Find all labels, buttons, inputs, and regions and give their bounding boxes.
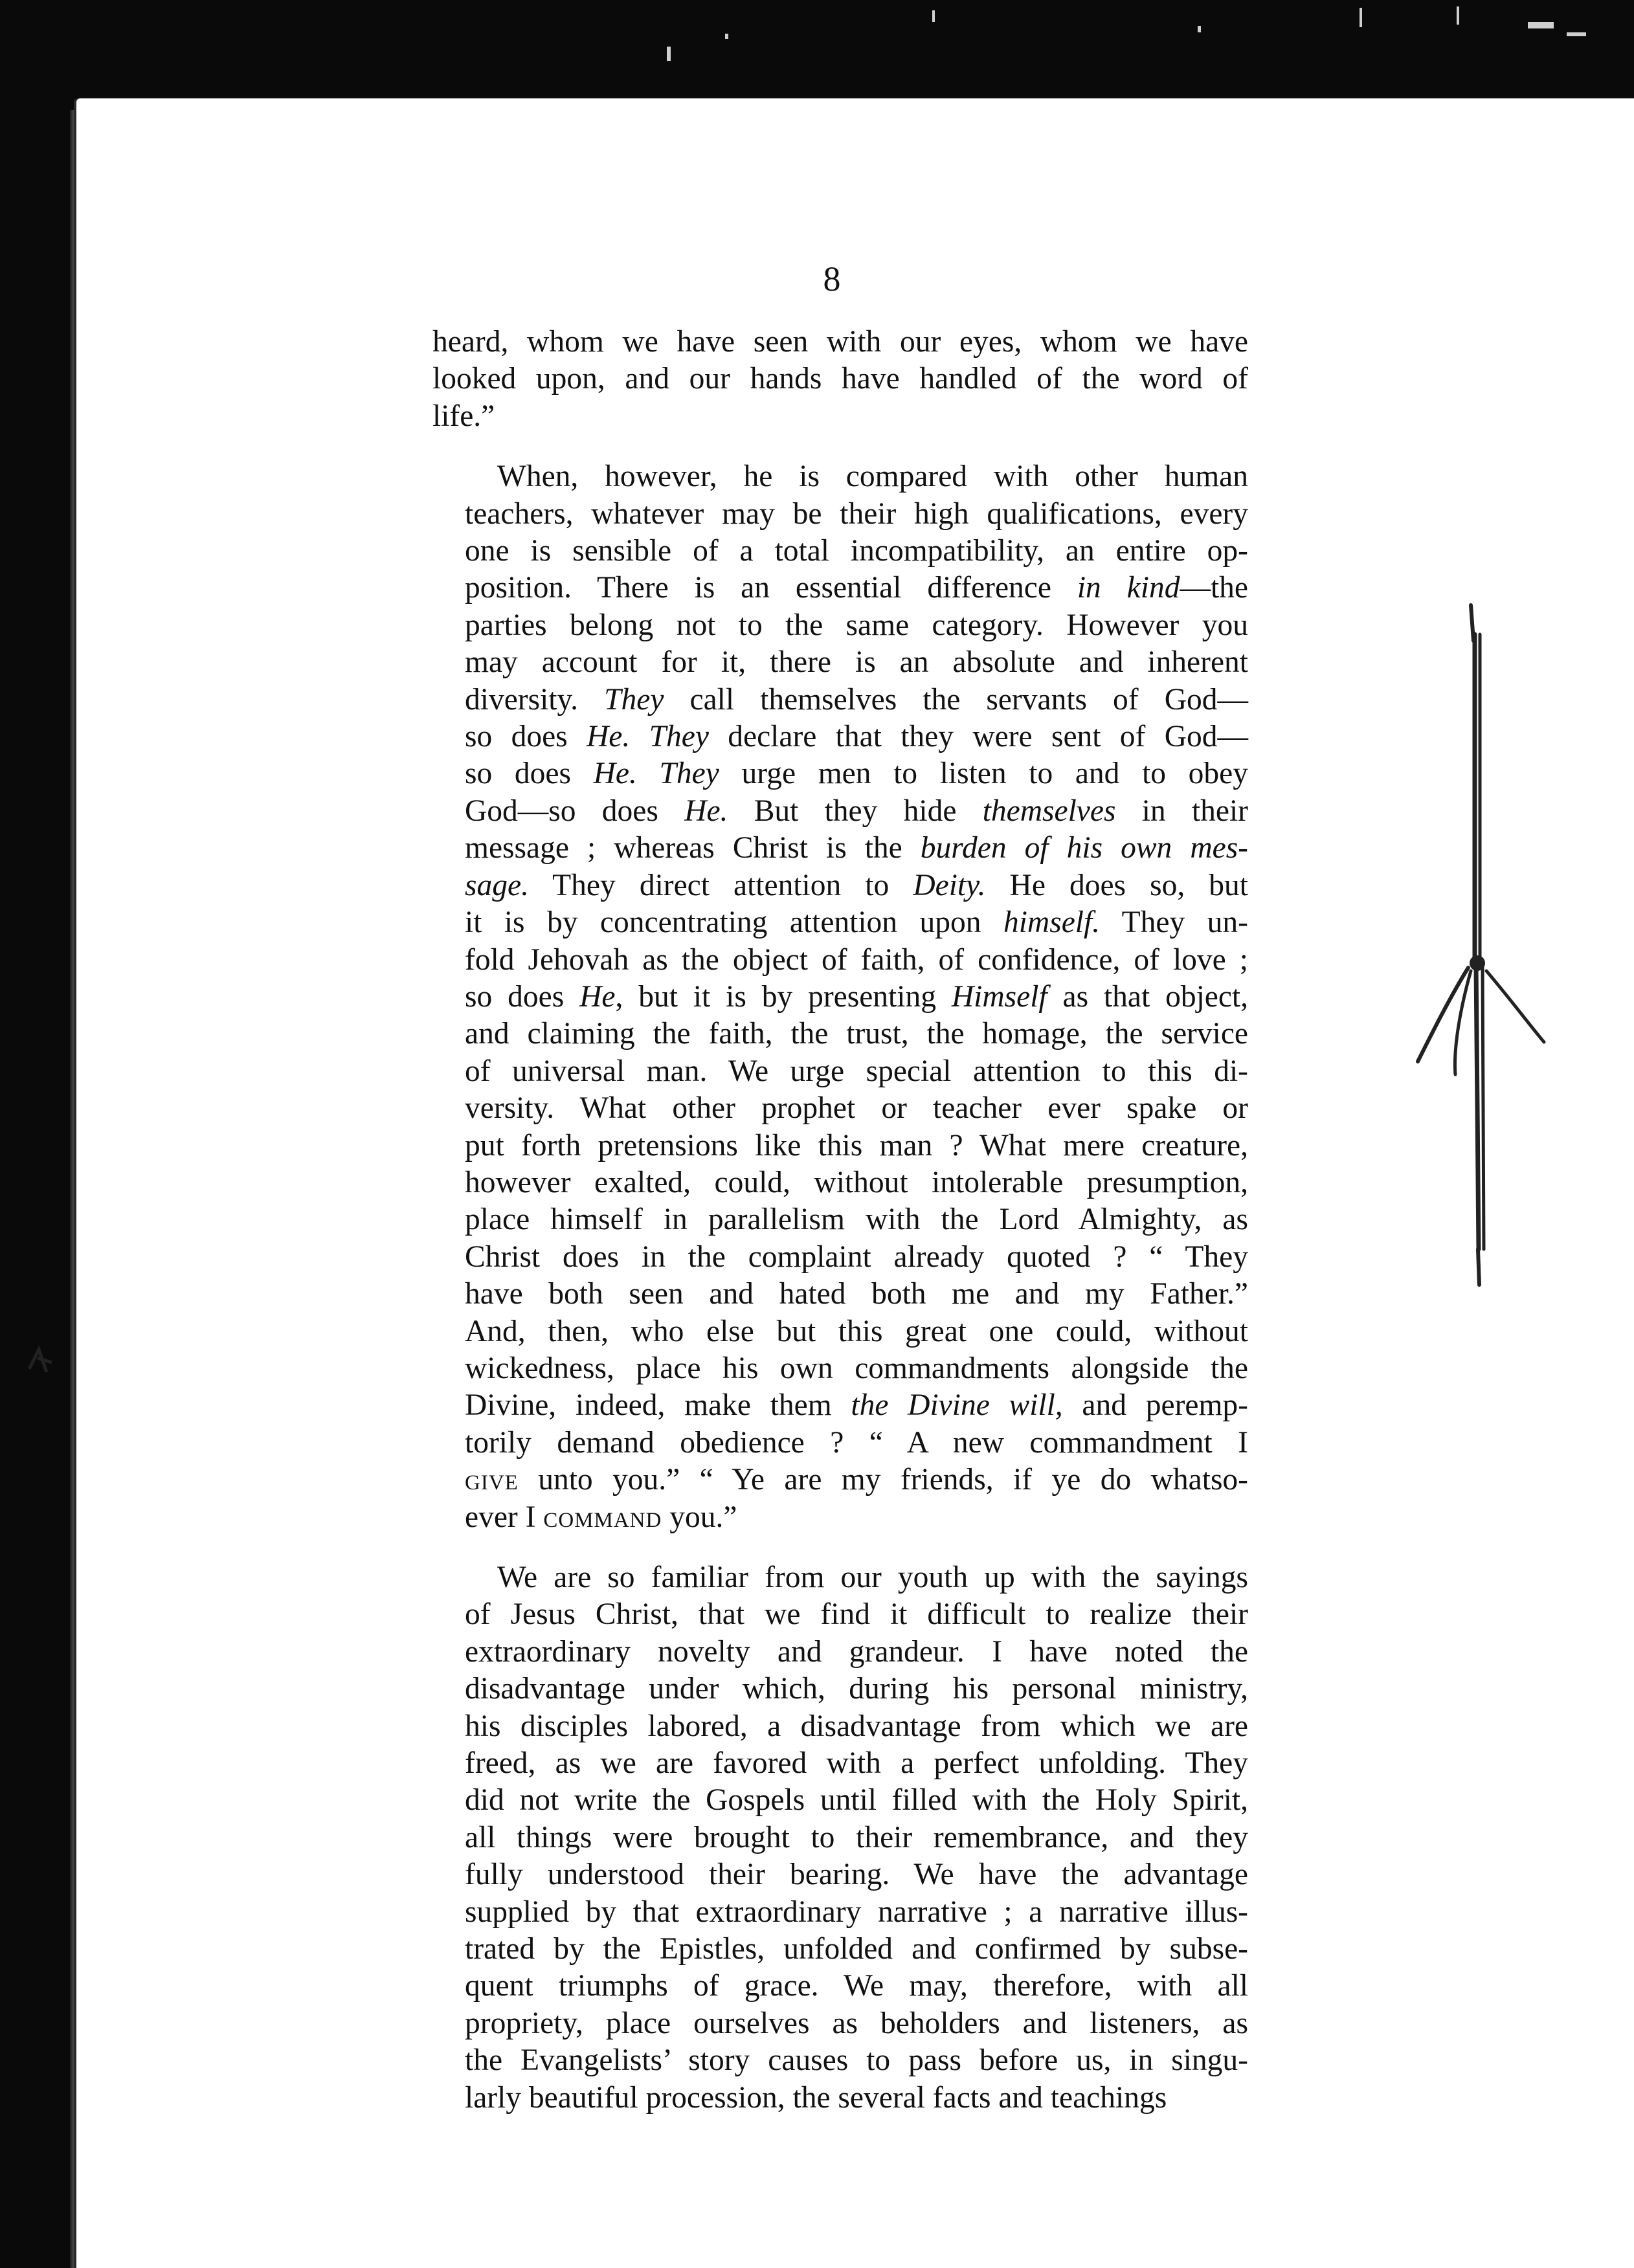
text-segment: quent triumphs of grace. We may, therefore, with all bbox=[465, 1969, 1248, 2003]
text-line bbox=[432, 1745, 1248, 1782]
text-segment: diversity. bbox=[465, 682, 605, 717]
paragraph bbox=[432, 1559, 1248, 2117]
text-line bbox=[432, 1387, 1248, 1424]
text-segment: it is by concentrating attention upon bbox=[465, 906, 1003, 940]
text-line bbox=[432, 1164, 1248, 1201]
text-segment: place himself in parallelism with the Lord Almighty, as bbox=[465, 1203, 1248, 1237]
text-segment: parties belong not to the same category. However you bbox=[465, 608, 1248, 642]
text-segment: freed, as we are favored with a perfect unfolding. They bbox=[465, 1746, 1248, 1781]
text-line bbox=[432, 1819, 1248, 1856]
text-line bbox=[432, 1425, 1248, 1462]
text-segment: his disciples labored, a disadvantage from which we are bbox=[465, 1709, 1248, 1743]
text-line bbox=[432, 904, 1248, 941]
text-segment: call themselves the servants of God— bbox=[664, 682, 1248, 717]
text-segment: God—so does bbox=[465, 794, 685, 828]
text-line bbox=[432, 1894, 1248, 1931]
text-segment: versity. What other prophet or teacher ever spake or bbox=[465, 1091, 1248, 1126]
text-line bbox=[432, 1201, 1248, 1238]
paragraph bbox=[432, 458, 1248, 1536]
text-segment: in their bbox=[1115, 794, 1248, 828]
text-line bbox=[432, 1053, 1248, 1090]
text-segment: position. There is an essential difference bbox=[465, 571, 1077, 605]
italic-text: the Divine will, bbox=[851, 1388, 1063, 1423]
text-line bbox=[432, 2080, 1248, 2117]
text-segment: and peremp- bbox=[1062, 1388, 1248, 1423]
text-segment: larly beautiful procession, the several facts and teachings bbox=[465, 2080, 1167, 2115]
text-line bbox=[432, 1499, 1248, 1536]
text-segment: He does so, but bbox=[985, 868, 1248, 902]
italic-text: himself. bbox=[1003, 906, 1101, 940]
italic-text: Himself bbox=[951, 979, 1047, 1014]
text-segment: And, then, who else but this great one could, without bbox=[465, 1314, 1248, 1348]
text-segment: propriety, place ourselves as beholders and listeners, as bbox=[465, 2006, 1248, 2040]
text-line bbox=[432, 942, 1248, 979]
paragraph bbox=[432, 324, 1248, 435]
text-segment: declare that they were sent of God— bbox=[708, 720, 1249, 754]
text-segment: —the bbox=[1180, 571, 1248, 605]
small-caps-text: give bbox=[465, 1463, 519, 1497]
text-line bbox=[432, 682, 1248, 718]
text-segment: of universal man. We urge special attention to this di- bbox=[465, 1054, 1248, 1088]
text-segment: of Jesus Christ, that we find it difficult to realize their bbox=[465, 1597, 1248, 1632]
text-segment: looked upon, and our hands have handled of the word of bbox=[432, 362, 1248, 396]
text-segment: you.” bbox=[662, 1500, 737, 1534]
text-segment: When, however, he is compared with other human bbox=[497, 460, 1248, 494]
text-segment: so does bbox=[465, 979, 580, 1014]
text-segment: urge men to listen to and to obey bbox=[719, 757, 1248, 791]
text-line bbox=[432, 496, 1248, 533]
text-line bbox=[432, 1350, 1248, 1387]
italic-text: in kind bbox=[1077, 571, 1180, 605]
text-segment: wickedness, place his own commandments alongside the bbox=[465, 1351, 1248, 1385]
text-segment bbox=[637, 757, 660, 790]
text-segment: as that object, bbox=[1047, 979, 1249, 1014]
italic-text: themselves bbox=[982, 794, 1116, 828]
text-segment: so does bbox=[465, 720, 587, 754]
text-line bbox=[432, 458, 1248, 495]
text-segment bbox=[630, 720, 649, 753]
text-line bbox=[432, 755, 1248, 792]
text-segment: did not write the Gospels until filled with the Holy Spirit, bbox=[465, 1783, 1248, 1818]
text-segment: the Evangelists’ story causes to pass before us, in singu- bbox=[465, 2043, 1248, 2078]
text-line bbox=[432, 1090, 1248, 1127]
text-line bbox=[432, 718, 1248, 755]
text-segment: heard, whom we have seen with our eyes, whom we have bbox=[432, 325, 1248, 359]
text-segment: all things were brought to their remembrance, and they bbox=[465, 1820, 1248, 1854]
text-segment: supplied by that extraordinary narrative ; a narrative illus- bbox=[465, 1895, 1248, 1929]
text-segment: teachers, whatever may be their high qualifications, every bbox=[465, 496, 1248, 531]
text-line bbox=[432, 1782, 1248, 1819]
italic-text: They bbox=[604, 682, 664, 717]
text-line bbox=[432, 979, 1248, 1016]
text-line bbox=[432, 1596, 1248, 1633]
italic-text: Deity. bbox=[913, 868, 986, 902]
text-line bbox=[432, 830, 1248, 867]
small-caps-text: command bbox=[543, 1500, 662, 1534]
text-line bbox=[432, 398, 1248, 435]
italic-text: burden of his own mes- bbox=[920, 831, 1249, 865]
text-line bbox=[432, 1462, 1248, 1498]
text-line bbox=[432, 867, 1248, 904]
italic-text: He. bbox=[586, 720, 631, 754]
text-line bbox=[432, 1708, 1248, 1745]
italic-text: He bbox=[579, 979, 616, 1014]
text-line bbox=[432, 793, 1248, 830]
text-line bbox=[432, 607, 1248, 644]
text-segment: ever I bbox=[465, 1500, 544, 1534]
text-line bbox=[432, 1559, 1248, 1596]
text-segment: message ; whereas Christ is the bbox=[465, 831, 921, 865]
text-line bbox=[432, 324, 1248, 361]
text-segment: But they hide bbox=[728, 794, 983, 828]
text-segment: Christ does in the complaint already quoted ? “ They bbox=[465, 1240, 1248, 1274]
text-line bbox=[432, 533, 1248, 570]
text-segment: life.” bbox=[432, 399, 495, 433]
text-segment: torily demand obedience ? “ A new commandment I bbox=[465, 1425, 1248, 1460]
text-segment: however exalted, could, without intolerable presumption, bbox=[465, 1165, 1248, 1199]
text-line bbox=[432, 1276, 1248, 1313]
text-line bbox=[432, 1016, 1248, 1052]
text-segment: fold Jehovah as the object of faith, of confidence, of love ; bbox=[465, 942, 1248, 977]
text-segment: We are so familiar from our youth up with the sayings bbox=[497, 1561, 1248, 1594]
text-segment: may account for it, there is an absolute and inherent bbox=[465, 645, 1248, 680]
text-line bbox=[432, 2005, 1248, 2042]
text-line bbox=[432, 2042, 1248, 2079]
text-line bbox=[432, 1931, 1248, 1968]
italic-text: He. bbox=[684, 794, 728, 828]
text-segment: extraordinary novelty and grandeur. I have noted the bbox=[465, 1634, 1248, 1669]
text-segment: unto you.” “ Ye are my friends, if ye do whatso- bbox=[518, 1463, 1248, 1497]
text-segment: Divine, indeed, make them bbox=[465, 1388, 851, 1423]
italic-text: sage. bbox=[465, 868, 529, 902]
text-segment: and claiming the faith, the trust, the homage, the service bbox=[465, 1017, 1248, 1051]
text-segment: have both seen and hated both me and my Father.” bbox=[465, 1277, 1248, 1311]
text-line bbox=[432, 570, 1248, 606]
text-line bbox=[432, 1856, 1248, 1893]
text-line bbox=[432, 1239, 1248, 1276]
italic-text: They bbox=[659, 757, 719, 791]
text-segment: They un- bbox=[1100, 906, 1248, 940]
text-segment: disadvantage under which, during his personal ministry, bbox=[465, 1672, 1248, 1706]
text-line bbox=[432, 1128, 1248, 1164]
text-segment: put forth pretensions like this man ? What mere creature, bbox=[465, 1128, 1248, 1162]
text-line bbox=[432, 1968, 1248, 2005]
page-number: 8 bbox=[823, 260, 841, 298]
text-segment: , but it is by presenting bbox=[615, 979, 952, 1014]
text-line bbox=[432, 644, 1248, 681]
text-line bbox=[432, 1671, 1248, 1707]
text-line bbox=[432, 1634, 1248, 1671]
text-segment: fully understood their bearing. We have the advantage bbox=[465, 1858, 1248, 1892]
text-segment: one is sensible of a total incompatibility, an entire op- bbox=[465, 534, 1248, 568]
text-line bbox=[432, 1313, 1248, 1350]
text-segment: so does bbox=[465, 757, 594, 791]
text-line bbox=[432, 361, 1248, 397]
body-text bbox=[432, 324, 1248, 2117]
text-segment: They direct attention to bbox=[528, 868, 913, 902]
italic-text: They bbox=[649, 720, 709, 754]
italic-text: He. bbox=[593, 757, 637, 791]
text-segment: trated by the Epistles, unfolded and confirmed by subse- bbox=[465, 1932, 1248, 1966]
